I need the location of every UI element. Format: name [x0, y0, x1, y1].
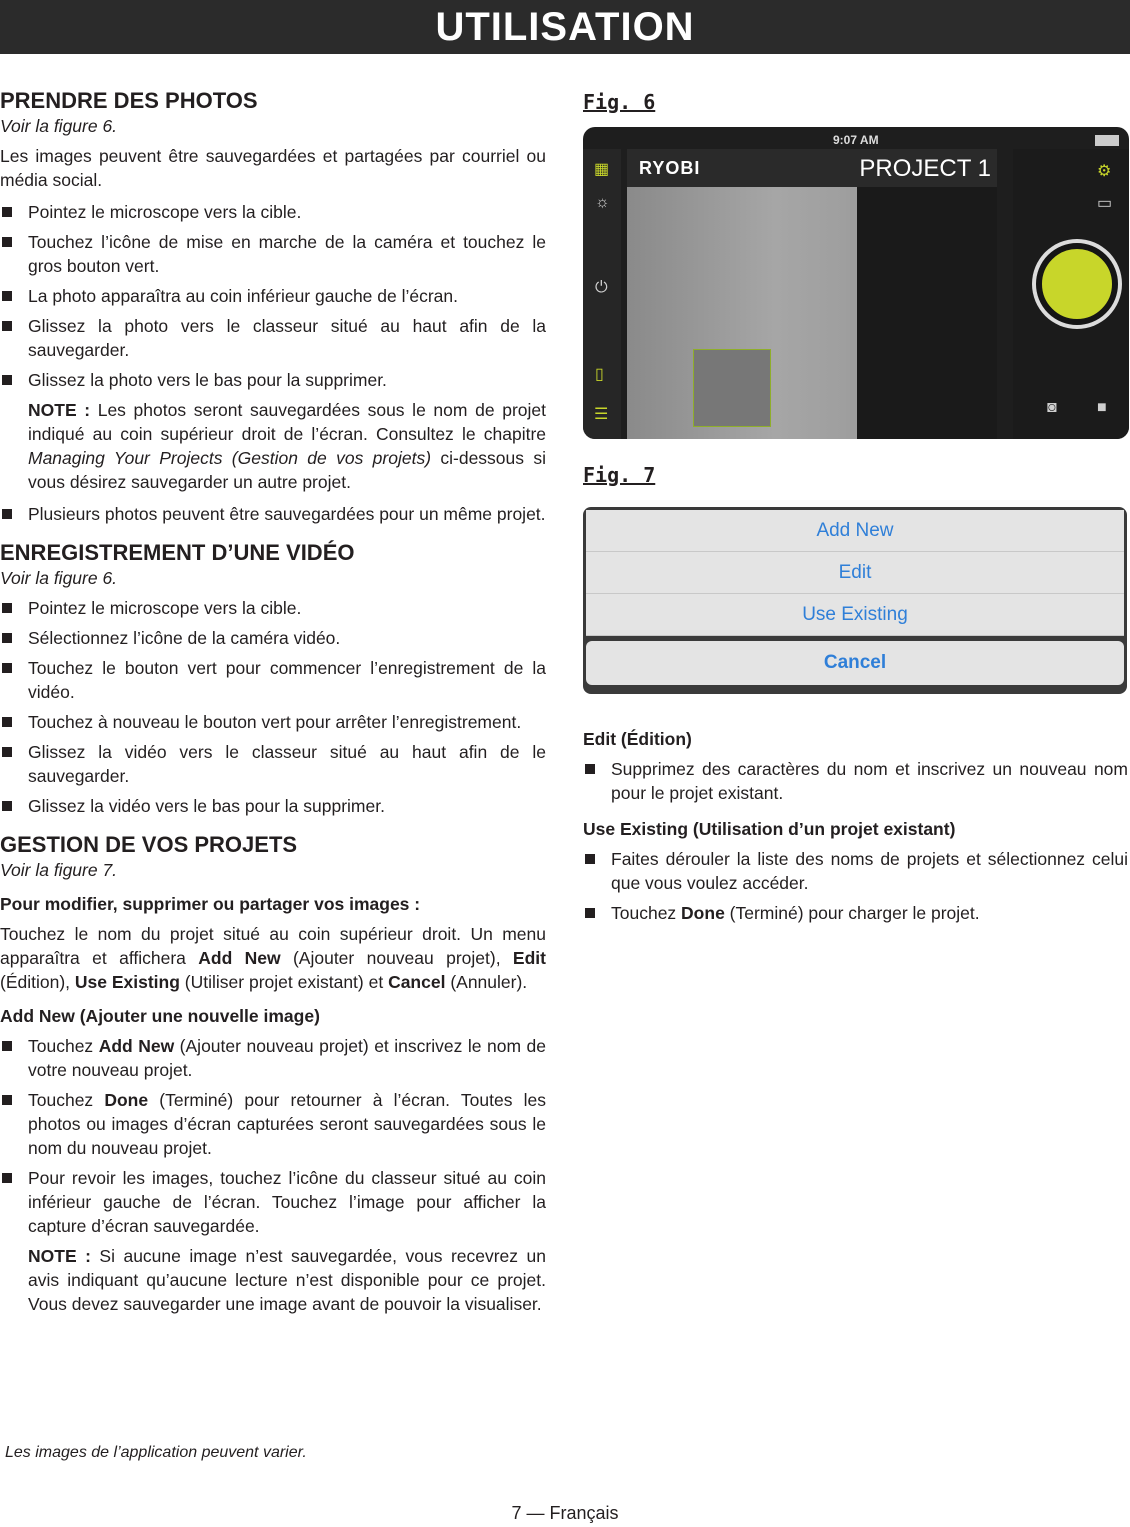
note-text: ci-dessous si vous désirez sauvegarder un autre projet.	[28, 448, 547, 492]
right-toolbar	[1013, 149, 1129, 439]
folder-icon[interactable]: ☰	[594, 406, 609, 423]
battery-icon	[1095, 135, 1119, 146]
camera-icon[interactable]: ◙	[1047, 399, 1057, 416]
photos-heading: PRENDRE DES PHOTOS	[0, 88, 258, 113]
figure-7-label: Fig. 7	[583, 463, 656, 487]
note-text: Les photos seront sauvegardées sous le nom de projet indiqué au coin supérieur droit de l’écran. Consultez le chapitre	[28, 400, 546, 444]
list-item: Pour revoir les images, touchez l’icône du classeur situé au coin inférieur gauche de l’écran. Touchez l’image pour afficher la capture d’écran sauvegardée.	[0, 1166, 546, 1238]
project-name[interactable]: PROJECT 1	[859, 155, 991, 182]
note-label: NOTE :	[28, 1246, 91, 1266]
power-icon[interactable]: ⏻	[595, 279, 608, 296]
left-column	[0, 88, 546, 1324]
note-chapter-ref: Managing Your Projects (Gestion de vos projets)	[28, 448, 432, 468]
edit-subheading: Edit (Édition)	[583, 729, 692, 749]
app-header	[627, 149, 997, 187]
projects-heading: GESTION DE VOS PROJETS	[0, 832, 298, 857]
list-item: Glissez la photo vers le classeur situé au haut afin de la sauvegarder.	[0, 314, 546, 362]
brand-logo: RYOBI	[639, 158, 701, 178]
camera-view	[627, 149, 997, 439]
projects-note	[28, 1244, 546, 1316]
camera-scene	[857, 187, 997, 439]
list-item: Glissez la photo vers le bas pour la supprimer.	[0, 368, 546, 392]
list-item: Touchez Done (Terminé) pour charger le projet.	[583, 901, 1128, 925]
menu-add-new[interactable]: Add New	[586, 510, 1124, 552]
clipboard-icon[interactable]: ▯	[595, 366, 604, 383]
video-steps	[0, 596, 546, 818]
left-toolbar	[583, 149, 621, 439]
projects-figure-ref: Voir la figure 7.	[0, 860, 118, 880]
list-item: Faites dérouler la liste des noms de projets et sélectionnez celui que vous voulez accéder.	[583, 847, 1128, 895]
photos-intro: Les images peuvent être sauvegardées et partagées par courriel ou média social.	[0, 146, 546, 190]
menu-cancel[interactable]: Cancel	[586, 641, 1124, 685]
add-new-steps	[0, 1034, 546, 1238]
video-camera-icon[interactable]: ■	[1097, 399, 1107, 416]
page-number: 7 — Français	[511, 1503, 619, 1523]
list-item: Supprimez des caractères du nom et inscrivez un nouveau nom pour le projet existant.	[583, 757, 1128, 805]
photos-steps-2	[0, 502, 546, 526]
add-new-subheading: Add New (Ajouter une nouvelle image)	[0, 1006, 320, 1026]
note-label: NOTE :	[28, 400, 91, 420]
project-menu	[583, 507, 1127, 694]
status-time: 9:07 AM	[833, 133, 879, 147]
app-screenshot	[583, 127, 1129, 439]
list-item: Touchez Add New (Ajouter nouveau projet) et inscrivez le nom de votre nouveau projet.	[0, 1034, 546, 1082]
list-item: La photo apparaîtra au coin inférieur gauche de l’écran.	[0, 284, 546, 308]
list-item: Touchez l’icône de mise en marche de la caméra et touchez le gros bouton vert.	[0, 230, 546, 278]
note-text: Si aucune image n’est sauvegardée, vous recevrez un avis indiquant qu’aucune lecture n’est disponible pour ce projet. Vous devez sauvegarder une image avant de pouvoir la visualiser.	[28, 1246, 546, 1314]
photos-note	[28, 398, 546, 494]
menu-edit[interactable]: Edit	[586, 552, 1124, 594]
video-heading: ENREGISTREMENT D’UNE VIDÉO	[0, 540, 355, 565]
record-button[interactable]	[1036, 243, 1118, 325]
right-text-column	[583, 727, 1128, 931]
section-banner: UTILISATION	[0, 0, 1130, 54]
list-item: Plusieurs photos peuvent être sauvegardées pour un même projet.	[0, 502, 546, 526]
menu-use-existing[interactable]: Use Existing	[586, 594, 1124, 636]
list-item: Pointez le microscope vers la cible.	[0, 596, 546, 620]
projects-intro: Touchez le nom du projet situé au coin supérieur droit. Un menu apparaîtra et affichera Add New (Ajouter nouveau projet), Edit (Édition), Use Existing (Utiliser projet existant) et Cancel (Annuler).	[0, 924, 546, 992]
edit-steps	[583, 757, 1128, 805]
projects-subheading: Pour modifier, supprimer ou partager vos images :	[0, 894, 421, 914]
list-item: Glissez la vidéo vers le bas pour la supprimer.	[0, 794, 546, 818]
video-figure-ref: Voir la figure 6.	[0, 568, 118, 588]
gear-icon[interactable]: ⚙	[1097, 163, 1112, 180]
list-item: Touchez le bouton vert pour commencer l’enregistrement de la vidéo.	[0, 656, 546, 704]
list-item: Pointez le microscope vers la cible.	[0, 200, 546, 224]
photos-steps	[0, 200, 546, 392]
brightness-icon[interactable]: ☼	[595, 194, 610, 211]
list-item: Touchez Done (Terminé) pour retourner à l’écran. Toutes les photos ou images d’écran capturées seront sauvegardées sous le nom du nouveau projet.	[0, 1088, 546, 1160]
list-item: Touchez à nouveau le bouton vert pour arrêter l’enregistrement.	[0, 710, 546, 734]
footnote: Les images de l’application peuvent varier.	[5, 1444, 307, 1461]
use-existing-subheading: Use Existing (Utilisation d’un projet existant)	[583, 819, 956, 839]
list-item: Sélectionnez l’icône de la caméra vidéo.	[0, 626, 546, 650]
grid-icon[interactable]: ▦	[594, 161, 610, 178]
photo-thumbnail[interactable]	[693, 349, 771, 427]
list-item: Glissez la vidéo vers le classeur situé au haut afin de le sauvegarder.	[0, 740, 546, 788]
figure-6-label: Fig. 6	[583, 90, 656, 114]
photos-figure-ref: Voir la figure 6.	[0, 116, 118, 136]
use-existing-steps	[583, 847, 1128, 925]
battery-level-icon: ▭	[1097, 195, 1113, 212]
